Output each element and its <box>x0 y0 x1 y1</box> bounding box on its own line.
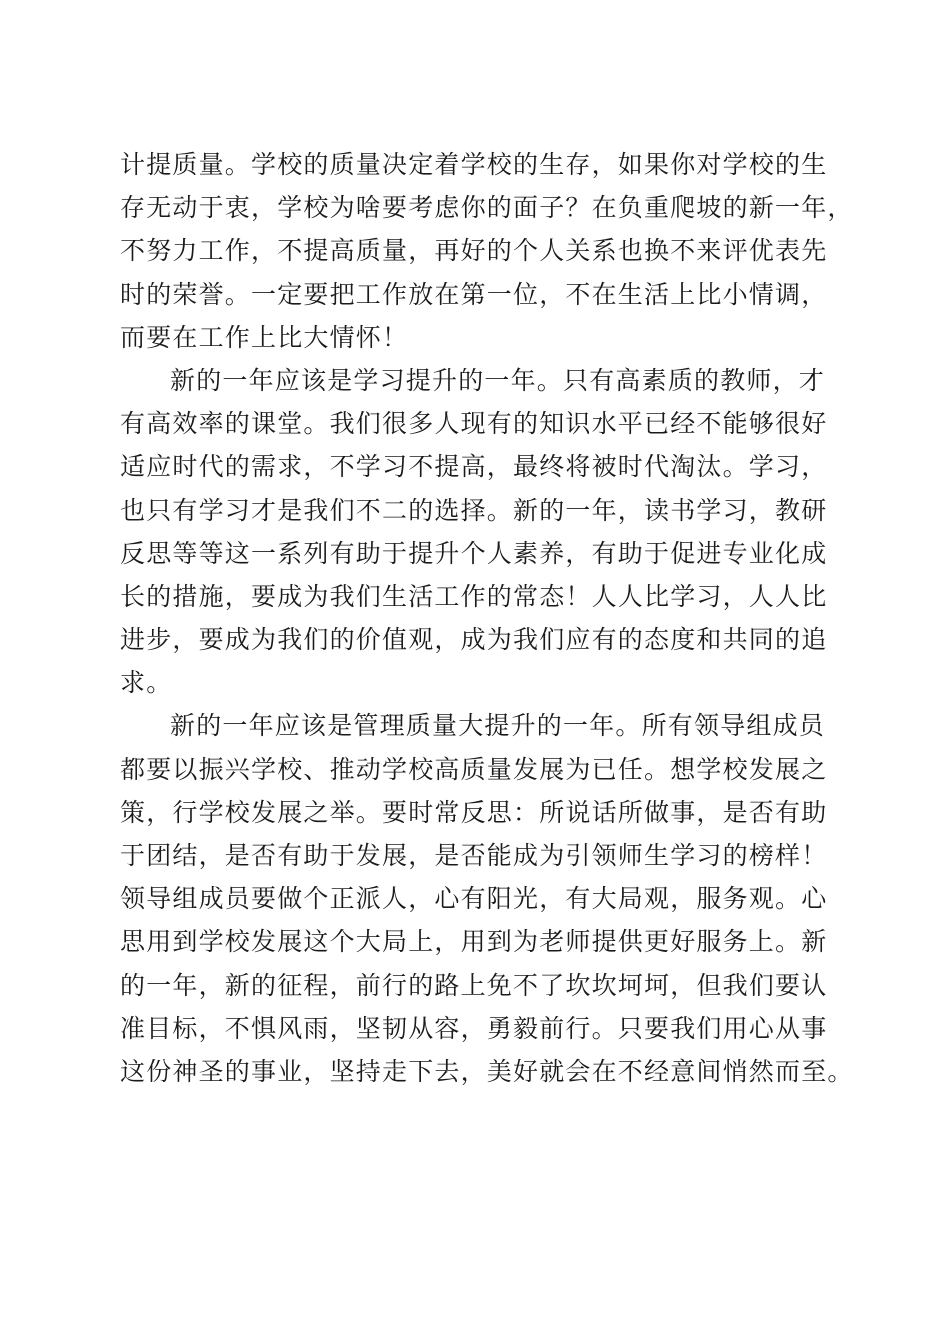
text-line: 反思等等这一系列有助于提升个人素养，有助于促进专业化成 <box>120 538 828 568</box>
text-line: 求。 <box>120 668 173 698</box>
text-line: 领导组成员要做个正派人，心有阳光，有大局观，服务观。心 <box>120 884 828 914</box>
paragraph-1 <box>120 143 854 359</box>
paragraph-3 <box>120 704 854 1093</box>
document-body <box>120 143 854 1093</box>
text-line: 计提质量。学校的质量决定着学校的生存，如果你对学校的生 <box>120 150 828 179</box>
text-line: 适应时代的需求，不学习不提高，最终将被时代淘汰。学习， <box>120 452 828 482</box>
text-line: 策，行学校发展之举。要时常反思：所说话所做事，是否有助 <box>120 797 828 827</box>
text-line: 这份神圣的事业，坚持走下去，美好就会在不经意间悄然而至。 <box>120 1056 854 1086</box>
text-line: 进步，要成为我们的价值观，成为我们应有的态度和共同的追 <box>120 625 828 655</box>
paragraph-2 <box>120 359 835 705</box>
text-line: 而要在工作上比大情怀！ <box>120 322 409 352</box>
text-line: 不努力工作，不提高质量，再好的个人关系也换不来评优表先 <box>120 236 828 266</box>
text-line: 新的一年应该是学习提升的一年。只有高素质的教师，才 <box>170 365 826 395</box>
text-line: 存无动于衷，学校为啥要考虑你的面子？在负重爬坡的新一年， <box>120 193 854 223</box>
text-line: 的一年，新的征程，前行的路上免不了坎坎坷坷，但我们要认 <box>120 970 828 1000</box>
text-line: 长的措施，要成为我们生活工作的常态！人人比学习，人人比 <box>120 581 828 611</box>
text-line: 也只有学习才是我们不二的选择。新的一年，读书学习，教研 <box>120 495 828 525</box>
text-line: 时的荣誉。一定要把工作放在第一位，不在生活上比小情调， <box>120 279 828 309</box>
text-line: 准目标，不惧风雨，坚韧从容，勇毅前行。只要我们用心从事 <box>120 1013 828 1043</box>
text-line: 于团结，是否有助于发展，是否能成为引领师生学习的榜样！ <box>120 841 828 870</box>
text-line: 都要以振兴学校、推动学校高质量发展为已任。想学校发展之 <box>120 754 828 784</box>
text-line: 新的一年应该是管理质量大提升的一年。所有领导组成员 <box>170 711 826 741</box>
text-line: 思用到学校发展这个大局上，用到为老师提供更好服务上。新 <box>120 927 828 957</box>
text-line: 有高效率的课堂。我们很多人现有的知识水平已经不能够很好 <box>120 409 828 439</box>
